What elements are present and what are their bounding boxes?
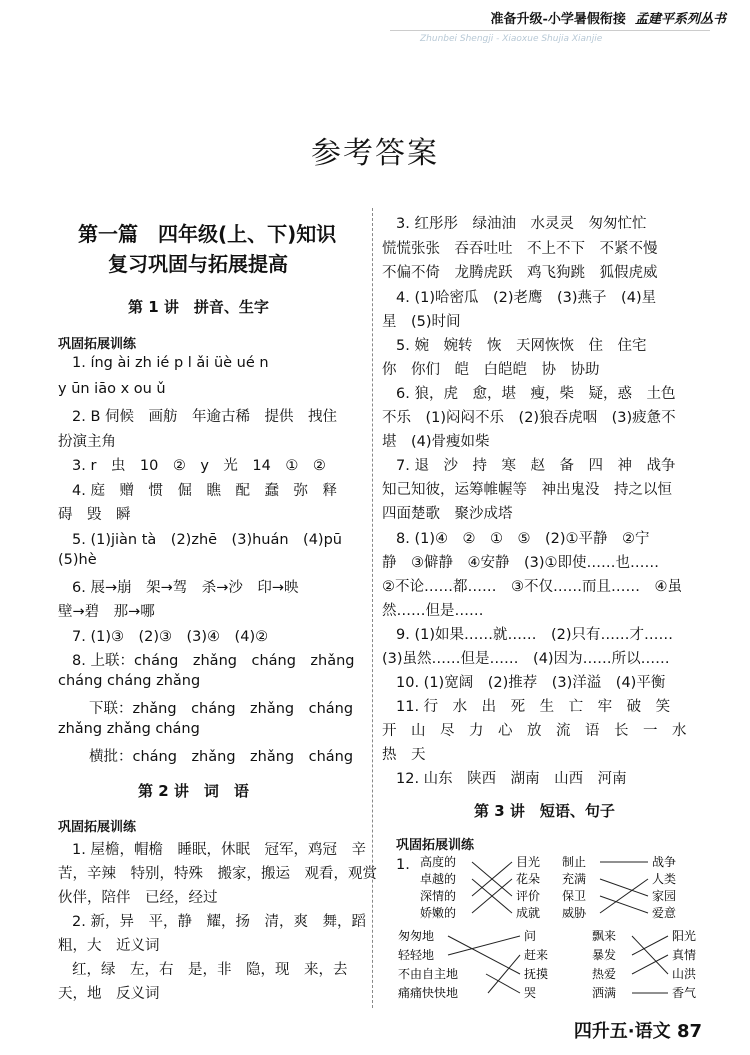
match2-word: 真情	[672, 948, 697, 962]
match1-word: 卓越的	[420, 872, 457, 886]
answer-line: 热 天	[382, 747, 426, 763]
answer-line: 1. 屋檐，帽檐 睡眠，休眠 冠军，鸡冠 辛	[72, 842, 366, 858]
section-heading: 巩固拓展训练	[58, 337, 137, 352]
match1-word: 成就	[516, 906, 541, 920]
header-subtitle: Zhunbei Shengji - Xiaoxue Shujia Xianjie	[420, 34, 603, 44]
answer-line: 9. (1)如果……就…… (2)只有……才……	[396, 627, 674, 643]
answer-line: 6. 展→崩 架→驾 杀→沙 印→映	[72, 580, 299, 596]
header-divider	[390, 30, 710, 31]
answer-line: 星 (5)时间	[382, 314, 461, 330]
answer-line: y ūn iāo x ou ǔ	[58, 381, 166, 397]
answer-line: 红，绿 左，右 是，非 隐，现 来，去	[72, 962, 348, 978]
match2-word: 匆匆地	[398, 929, 435, 943]
match1-word: 娇嫩的	[420, 906, 457, 920]
match1-word: 评价	[516, 889, 541, 903]
answer-line: 不偏不倚 龙腾虎跃 鸡飞狗跳 狐假虎威	[382, 265, 658, 281]
answer-line: 4. 庭 赠 惯 倔 瞧 配 蠢 弥 释	[72, 483, 337, 499]
match1-link	[600, 879, 648, 896]
answer-line: 10. (1)宽阔 (2)推荐 (3)洋溢 (4)平衡	[396, 675, 666, 691]
answer-line: 7. (1)③ (2)③ (3)④ (4)②	[72, 629, 269, 645]
lesson-heading: 第 2 讲 词 语	[138, 782, 249, 800]
answer-line: 8. (1)④ ② ① ⑤ (2)①平静 ②宁	[396, 531, 650, 547]
matching-diagram-2	[396, 926, 716, 1016]
answer-line: 12. 山东 陕西 湖南 山西 河南	[396, 771, 627, 787]
match1-link	[600, 896, 648, 913]
match2-link	[448, 936, 520, 955]
match1-word: 制止	[562, 855, 587, 869]
answer-line: 你 你们 皑 白皑皑 协 协助	[382, 362, 600, 378]
match2-word: 哭	[524, 986, 537, 1000]
section-heading: 巩固拓展训练	[58, 820, 137, 835]
match2-link	[632, 955, 668, 974]
answer-line: 下联：zhǎng cháng zhǎng cháng	[89, 701, 354, 717]
answer-line: 伙伴，陪伴 已经，经过	[58, 890, 218, 906]
lesson-heading: 第 1 讲 拼音、生字	[128, 298, 269, 316]
matching-diagram-1	[412, 852, 712, 930]
match2-link	[632, 936, 668, 955]
answer-line: 苦，辛辣 特别，特殊 搬家，搬运 观看，观赏	[58, 866, 377, 882]
match2-word: 热爱	[592, 967, 617, 981]
match1-word: 保卫	[562, 889, 587, 903]
answer-line: zhǎng zhǎng cháng	[58, 721, 200, 737]
answer-line: ②不论……都…… ③不仅……而且…… ④虽	[382, 579, 682, 595]
match2-word: 问	[524, 929, 537, 943]
answer-line: 2. 新，异 平，静 耀，扬 清，爽 舞，蹈	[72, 914, 366, 930]
match2-link	[486, 974, 520, 993]
answer-line: (3)虽然……但是…… (4)因为……所以……	[382, 651, 670, 667]
match1-word: 充满	[562, 872, 587, 886]
answer-line: 堪 (4)骨瘦如柴	[382, 434, 490, 450]
answer-line: 5. (1)jiàn tà (2)zhē (3)huán (4)pū	[72, 532, 342, 548]
part-title: 第一篇 四年级(上、下)知识	[78, 222, 337, 246]
answer-line: 横批：cháng zhǎng zhǎng cháng	[89, 749, 354, 765]
answer-line: 四面楚歌 聚沙成塔	[382, 506, 513, 522]
answer-line: 然……但是……	[382, 603, 484, 619]
match1-word: 威胁	[562, 906, 587, 920]
answer-line: 5. 婉 婉转 恢 天网恢恢 住 住宅	[396, 338, 647, 354]
match1-word: 爱意	[652, 906, 677, 920]
match2-word: 阳光	[672, 929, 697, 943]
answer-line: 壁→碧 那→哪	[58, 604, 155, 620]
footer-page-label: 四升五·语文 87	[573, 1021, 702, 1042]
answer-line: 开 山 尽 力 心 放 流 语 长 一 水	[382, 723, 687, 739]
match2-link	[488, 955, 520, 993]
answer-line: 碍 毁 瞬	[58, 507, 131, 523]
answer-line: 8. 上联：cháng zhǎng cháng zhǎng	[72, 653, 355, 669]
column-divider	[372, 208, 373, 1008]
part-subtitle: 复习巩固与拓展提高	[108, 252, 288, 276]
match2-word: 轻轻地	[398, 948, 435, 962]
match1-word: 家园	[652, 889, 677, 903]
match2-word: 山洪	[672, 967, 697, 981]
match2-word: 香气	[672, 986, 697, 1000]
page-title: 参考答案	[311, 136, 439, 171]
match1-word: 花朵	[516, 872, 541, 886]
answer-line: (5)hè	[58, 552, 97, 568]
match1-word: 高度的	[420, 855, 457, 869]
answer-line: 不乐 (1)闷闷不乐 (2)狼吞虎咽 (3)疲惫不	[382, 410, 676, 426]
match2-word: 不由自主地	[398, 967, 459, 981]
answer-line: 天，地 反义词	[58, 986, 160, 1002]
match2-link	[632, 936, 668, 974]
answer-line: 扮演主角	[58, 434, 116, 450]
match1-word: 目光	[516, 855, 541, 869]
match2-word: 抚摸	[524, 967, 549, 981]
answer-line: 2. B 伺候 画舫 年逾古稀 提供 拽住	[72, 409, 337, 425]
lesson-heading: 第 3 讲 短语、句子	[474, 802, 615, 820]
answer-line: 静 ③僻静 ④安静 (3)①即使……也……	[382, 555, 660, 571]
match2-word: 洒满	[592, 986, 617, 1000]
answer-line: 6. 狼，虎 愈，堪 瘦，柴 疑，惑 土色	[396, 386, 676, 402]
question-number: 1.	[396, 857, 410, 873]
answer-line: 1. íng ài zh ié p l ǎi üè ué n	[72, 355, 269, 371]
match2-word: 飘来	[592, 929, 617, 943]
answer-line: 粗，大 近义词	[58, 938, 160, 954]
match1-word: 战争	[652, 855, 677, 869]
answer-line: 7. 退 沙 持 寒 赵 备 四 神 战争	[396, 458, 676, 474]
answer-line: 11. 行 水 出 死 生 亡 牢 破 笑	[396, 699, 671, 715]
match2-word: 赶来	[524, 948, 549, 962]
answer-line: cháng cháng zhǎng	[58, 673, 201, 689]
answer-line: 3. 红彤彤 绿油油 水灵灵 匆匆忙忙	[396, 216, 647, 232]
header-series-title: 准备升级-小学暑假衔接 孟建平系列丛书	[490, 12, 726, 27]
section-heading: 巩固拓展训练	[396, 838, 475, 853]
answer-line: 3. r 虫 10 ② y 光 14 ① ②	[72, 458, 326, 474]
match1-word: 人类	[652, 872, 677, 886]
answer-line: 慌慌张张 吞吞吐吐 不上不下 不紧不慢	[382, 241, 658, 257]
answer-line: 4. (1)哈密瓜 (2)老鹰 (3)燕子 (4)星	[396, 290, 657, 306]
match2-word: 痛痛快快地	[398, 986, 459, 1000]
answer-line: 知己知彼，运筹帷幄等 神出鬼没 持之以恒	[382, 482, 672, 498]
match1-link	[600, 879, 648, 913]
match1-word: 深情的	[420, 889, 457, 903]
match2-word: 暴发	[592, 948, 617, 962]
